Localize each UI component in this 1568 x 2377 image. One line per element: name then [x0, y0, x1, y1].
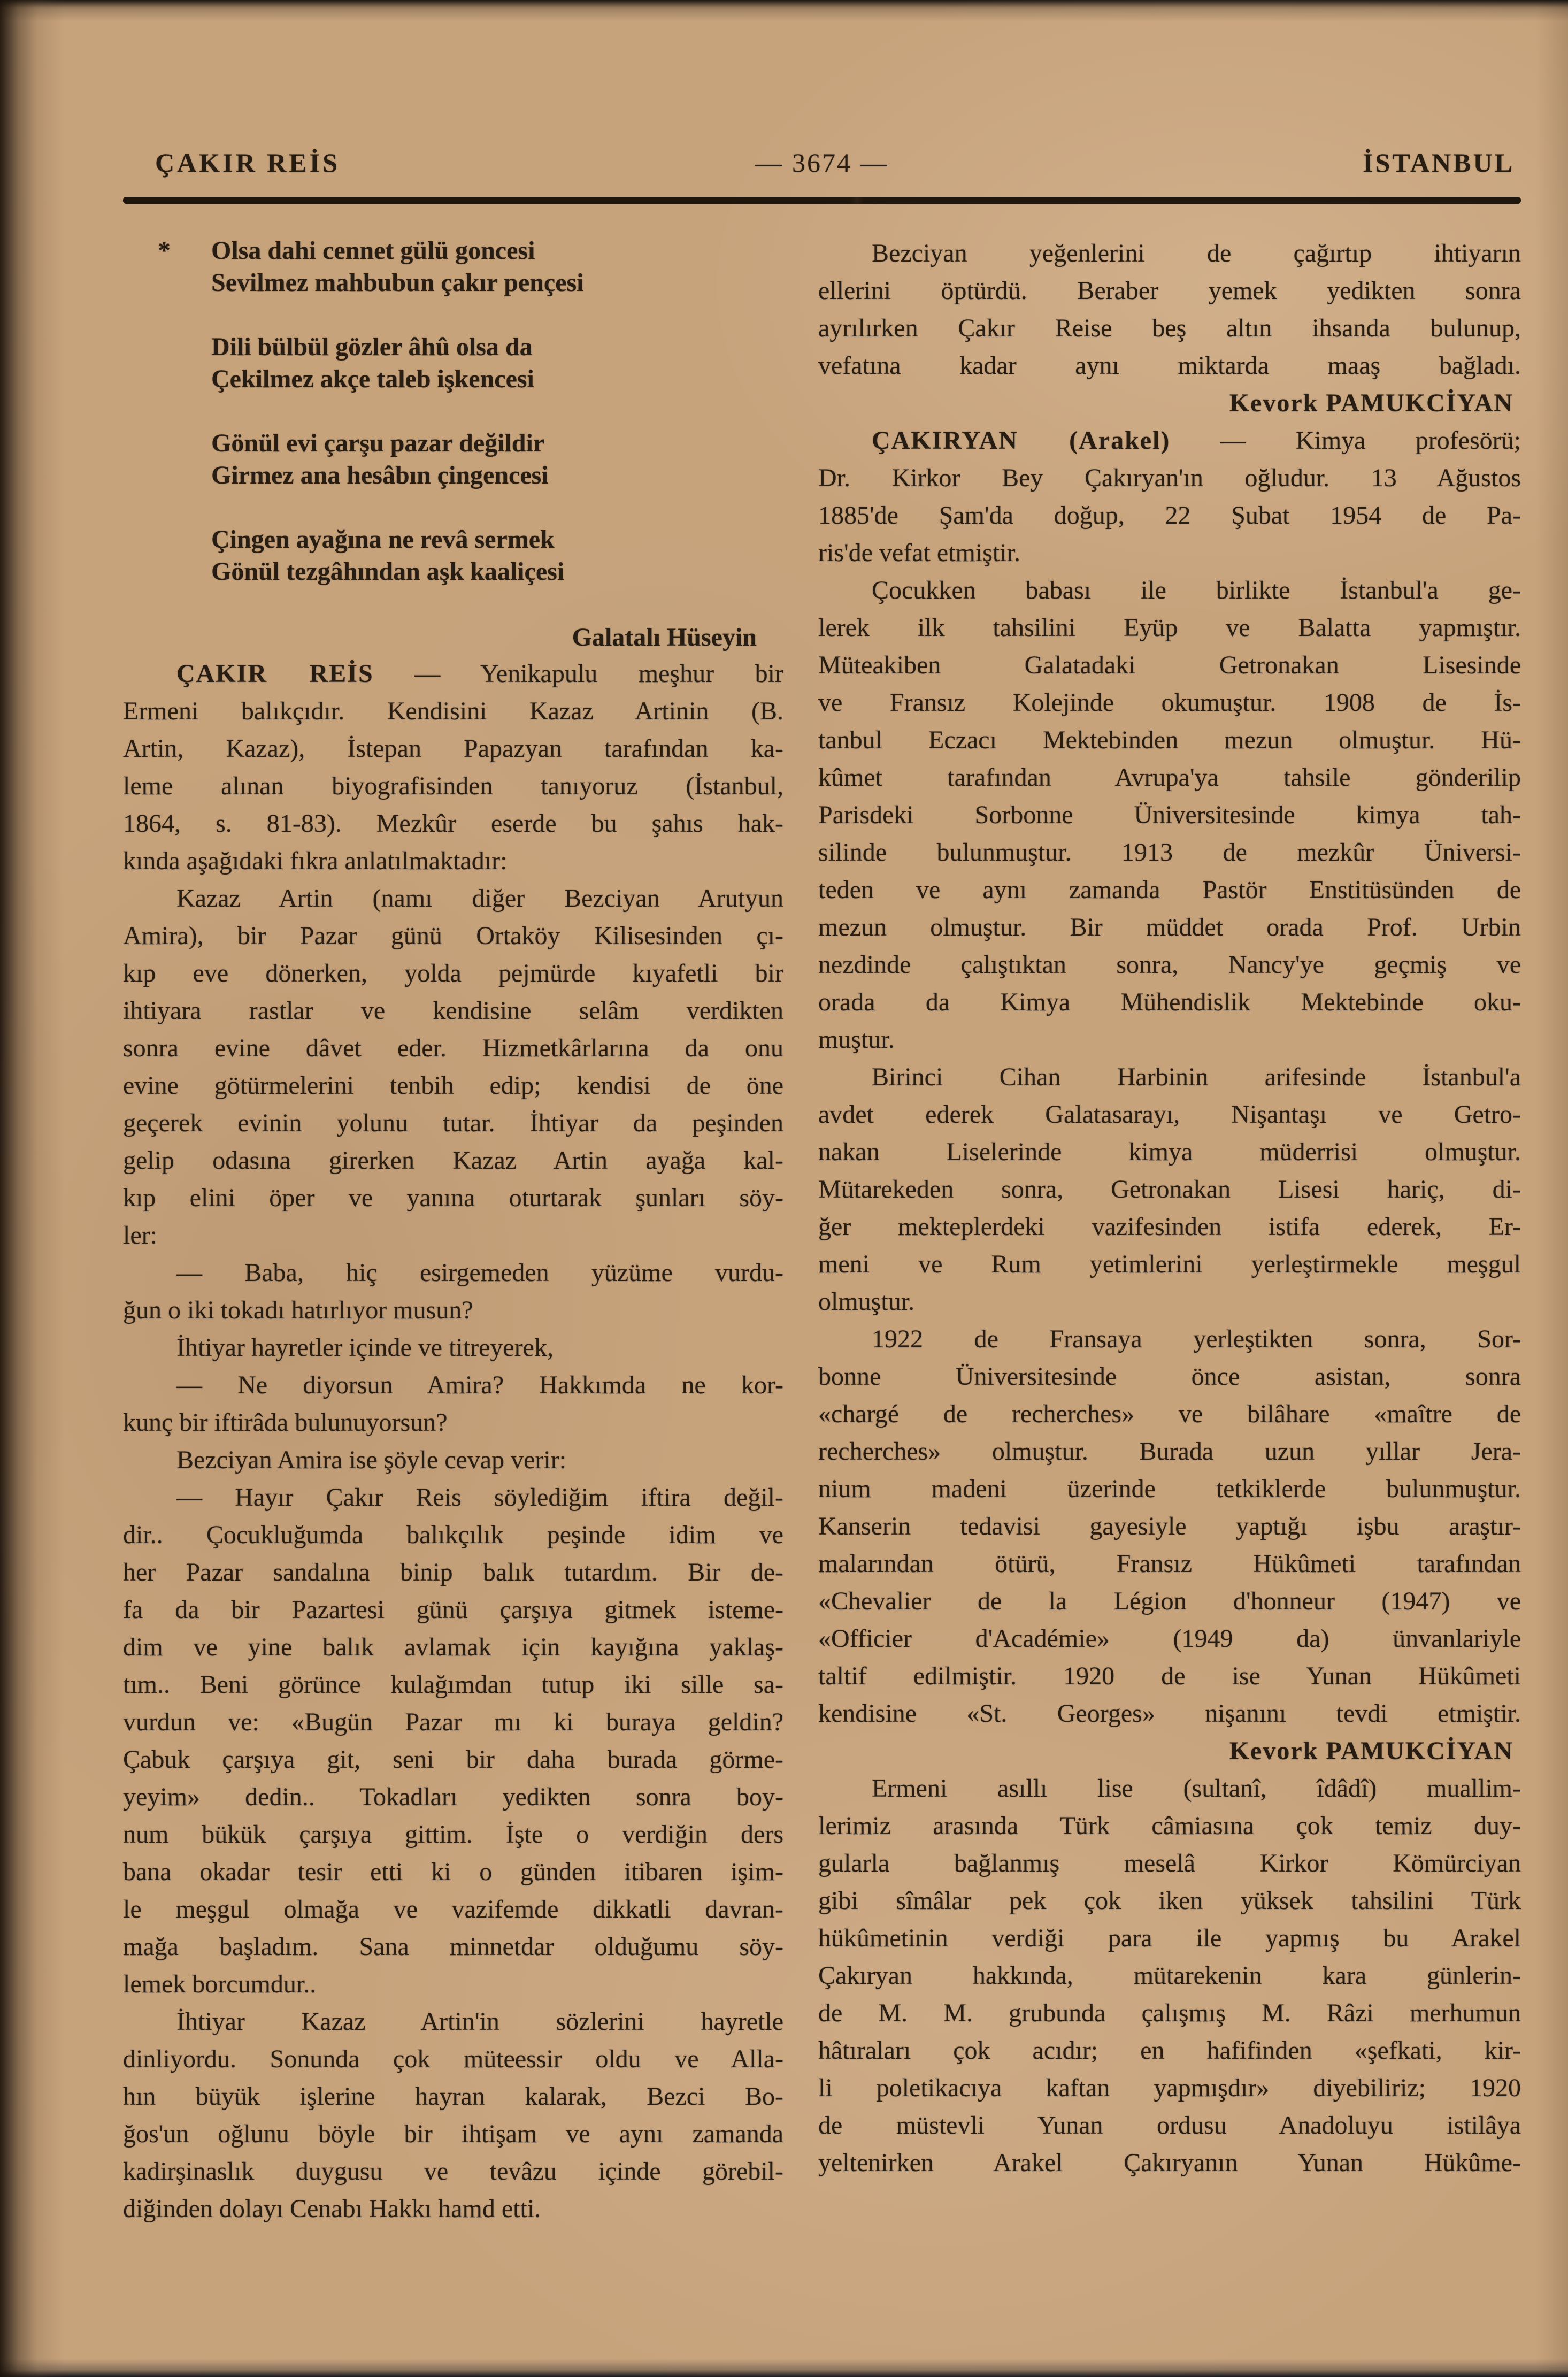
right-column: [818, 235, 1521, 2228]
text-line: ğun o iki tokadı hatırlıyor musun?: [123, 1296, 473, 1324]
paragraph: [818, 1059, 1521, 1321]
text-line: num bükük çarşıya gittim. İşte o verdiğin ders: [123, 1820, 783, 1849]
text-line: — Ne diyorsun Amira? Hakkımda ne kor-: [176, 1371, 783, 1399]
poem-attribution: Galatalı Hüseyin: [572, 623, 757, 651]
text-line: de M. M. grubunda çalışmış M. Râzi merhumun: [818, 1999, 1521, 2027]
text-line: Amira), bir Pazar günü Ortaköy Kilisesinden çı-: [123, 922, 783, 950]
text-line: 1864, s. 81-83). Mezkûr eserde bu şahıs hak-: [123, 809, 783, 838]
text-line: dim ve yine balık avlamak için kayığına yaklaş-: [123, 1633, 783, 1661]
poem-line: Çingen ayağına ne revâ sermek: [211, 525, 555, 554]
text-line: ler:: [123, 1221, 157, 1249]
paragraph: [123, 1479, 783, 2003]
text-line: kında aşağıdaki fıkra anlatılmaktadır:: [123, 847, 508, 875]
text-line: ve Fransız Kolejinde okumuştur. 1908 de İs-: [818, 688, 1521, 717]
text-line: kıp elini öper ve yanına oturtarak şunları söy-: [123, 1184, 783, 1212]
text-line: Çocukken babası ile birlikte İstanbul'a ge-: [872, 576, 1521, 604]
text-line: nezdinde çalıştıktan sonra, Nancy'ye geçmiş ve: [818, 950, 1521, 979]
text-line: dir.. Çocukluğumda balıkçılık peşinde idim ve: [123, 1521, 783, 1549]
text-line: ihtiyara rastlar ve kendisine selâm verdikten: [123, 996, 783, 1025]
text-line: Müteakiben Galatadaki Getronakan Lisesinde: [818, 651, 1521, 679]
poem-line: Olsa dahi cennet gülü goncesi: [211, 236, 535, 265]
paragraph: [123, 2003, 783, 2228]
text-line: tım.. Beni görünce kulağımdan tutup iki sille sa-: [123, 1670, 783, 1699]
text-line: ris'de vefat etmiştir.: [818, 539, 1020, 567]
text-line: Çabuk çarşıya git, seni bir daha burada görme-: [123, 1745, 783, 1774]
text-line: teden ve aynı zamanda Pastör Enstitüsünden de: [818, 876, 1521, 904]
text-line: İhtiyar hayretler içinde ve titreyerek,: [176, 1333, 554, 1362]
text-line: recherches» olmuştur. Burada uzun yıllar Jera-: [818, 1437, 1521, 1466]
text-line: geçerek evinin yolunu tutar. İhtiyar da peşinden: [123, 1109, 783, 1137]
text-line: olmuştur.: [818, 1287, 915, 1316]
text-line: muştur.: [818, 1025, 895, 1054]
paragraph: [123, 1329, 783, 1367]
text-line: bana okadar tesir etti ki o günden itibaren işim-: [123, 1858, 783, 1886]
poem-stanza: [211, 331, 751, 395]
text-line: vefatına kadar aynı miktarda maaş bağladı.: [818, 351, 1521, 380]
text-line: lerimiz arasında Türk câmiasına çok temiz duy-: [818, 1812, 1521, 1840]
entry-headword: ÇAKIRYAN (Arakel): [872, 426, 1171, 455]
text-line: nium madeni üzerinde tetkiklerde bulunmuştur.: [818, 1475, 1521, 1503]
text-line: Kanserin tedavisi gayesiyle yaptığı işbu araştır-: [818, 1512, 1521, 1540]
text-line: vurdun ve: «Bugün Pazar mı ki buraya geldin?: [123, 1708, 783, 1736]
text-line: de müstevli Yunan ordusu Anadoluyu istilâya: [818, 2111, 1521, 2140]
author-signature: Kevork PAMUKCİYAN: [1229, 1737, 1513, 1765]
text-line: kadirşinaslık duygusu ve tevâzu içinde görebil-: [123, 2157, 783, 2186]
paragraph: [818, 572, 1521, 1059]
poem-line: Gönül tezgâhından aşk kaaliçesi: [211, 557, 565, 586]
paragraph: [123, 1254, 783, 1329]
text-line: mağa başladım. Sana minnetdar olduğumu söy-: [123, 1933, 783, 1961]
paragraph: [123, 1441, 783, 1479]
text-line: sonra evine dâvet eder. Hizmetkârlarına da onu: [123, 1034, 783, 1062]
text-line: Mütarekeden sonra, Getronakan Lisesi hariç, di-: [818, 1175, 1521, 1203]
text-columns: [123, 235, 1521, 2228]
text-line: «Chevalier de la Légion d'honneur (1947) ve: [818, 1587, 1521, 1615]
text-line: — Baba, hiç esirgemeden yüzüme vurdu-: [176, 1259, 783, 1287]
text-line: bonne Üniversitesinde önce asistan, sonra: [818, 1362, 1521, 1391]
text-line: 1885'de Şam'da doğup, 22 Şubat 1954 de Pa-: [818, 501, 1521, 530]
text-line: Parisdeki Sorbonne Üniversitesinde kimya tah-: [818, 801, 1521, 829]
text-line: Birinci Cihan Harbinin arifesinde İstanbul'a: [872, 1063, 1521, 1091]
text-line: taltif edilmiştir. 1920 de ise Yunan Hükûmeti: [818, 1662, 1521, 1690]
paragraph: [818, 422, 1521, 572]
text-line: Artin, Kazaz), İstepan Papazyan tarafından ka-: [123, 734, 783, 763]
poem-marker: *: [158, 236, 171, 265]
text-line: dinliyordu. Sonunda çok müteessir oldu ve Alla-: [123, 2045, 783, 2073]
text-line: hın büyük işlerine hayran kalarak, Bezci Bo-: [123, 2082, 783, 2111]
header-rule: [123, 197, 1521, 204]
text-line: Çakıryan hakkında, mütarekenin kara günlerin-: [818, 1961, 1521, 1990]
text-line: kıp eve dönerken, yolda pejmürde kıyafetli bir: [123, 959, 783, 987]
poem-stanza: [211, 235, 751, 299]
text-line: — Hayır Çakır Reis söylediğim iftira değil-: [176, 1483, 783, 1512]
paragraph: [818, 1770, 1521, 2182]
text-line: Ermeni balıkçıdır. Kendisini Kazaz Artinin (B.: [123, 697, 783, 725]
poem-line: Girmez ana hesâbın çingencesi: [211, 461, 549, 489]
text-line: fa da bir Pazartesi günü çarşıya gitmek isteme-: [123, 1596, 783, 1624]
poem-stanza: [211, 524, 751, 588]
text-line: yeltenirken Arakel Çakıryanın Yunan Hükûme-: [818, 2149, 1521, 2177]
text-line: Dr. Kirkor Bey Çakıryan'ın oğludur. 13 Ağustos: [818, 464, 1521, 492]
poem-stanza: [211, 427, 751, 492]
text-line: «chargé de recherches» ve bilâhare «maître de: [818, 1400, 1521, 1428]
poem-line: Dili bülbül gözler âhû olsa da: [211, 333, 533, 361]
text-line: ÇAKIRYAN (Arakel) — Kimya profesörü;: [872, 426, 1521, 455]
text-line: le meşgul olmağa ve vazifemde dikkatli davran-: [123, 1895, 783, 1923]
text-line: leme alınan biyografisinden tanıyoruz (İstanbul,: [123, 772, 783, 800]
poem: [158, 235, 757, 655]
text-line: lerek ilk tahsilini Eyüp ve Balatta yapmıştır.: [818, 614, 1521, 642]
text-line: yeyim» dedin.. Tokadları yedikten sonra boy-: [123, 1783, 783, 1811]
text-line: İhtiyar Kazaz Artin'in sözlerini hayretle: [176, 2007, 783, 2036]
text-line: diğinden dolayı Cenabı Hakkı hamd etti.: [123, 2195, 541, 2223]
text-line: li poletikacıya kaftan yapmışdır» diyebiliriz; 1920: [818, 2074, 1521, 2102]
text-line: Ermeni asıllı lise (sultanî, îdâdî) muallim-: [872, 1774, 1521, 1803]
text-line: «Officier d'Académie» (1949 da) ünvanlariyle: [818, 1624, 1521, 1653]
text-line: mezun olmuştur. Bir müddet orada Prof. Urbin: [818, 913, 1521, 941]
text-line: malarından ötürü, Fransız Hükûmeti tarafından: [818, 1550, 1521, 1578]
header-page-number: — 3674 —: [755, 148, 889, 178]
text-line: Bezciyan yeğenlerini de çağırtıp ihtiyarın: [872, 239, 1521, 267]
text-line: gibi sîmâlar pek çok iken yüksek tahsilini Türk: [818, 1887, 1521, 1915]
text-line: Bezciyan Amira ise şöyle cevap verir:: [176, 1446, 567, 1474]
text-line: avdet ederek Galatasarayı, Nişantaşı ve Getro-: [818, 1100, 1521, 1129]
text-line: gularla bağlanmış meselâ Kirkor Kömürciyan: [818, 1849, 1521, 1877]
poem-line: Gönül evi çarşu pazar değildir: [211, 429, 545, 457]
entry-headword: ÇAKIR REİS: [176, 660, 374, 688]
text-line: kûmet tarafından Avrupa'ya tahsile gönderilip: [818, 763, 1521, 792]
text-line: ellerini öptürdü. Beraber yemek yedikten sonra: [818, 277, 1521, 305]
text-line: tanbul Eczacı Mektebinden mezun olmuştur. Hü-: [818, 726, 1521, 754]
paragraph: [818, 235, 1521, 385]
text-line: evine götürmelerini tenbih edip; kendisi de öne: [123, 1071, 783, 1100]
left-column: [123, 235, 783, 2228]
text-line: silinde bulunmuştur. 1913 de mezkûr Üniversi-: [818, 838, 1521, 867]
author-signature: Kevork PAMUKCİYAN: [1229, 389, 1513, 417]
text-line: nakan Liselerinde kimya müderrisi olmuştur.: [818, 1138, 1521, 1166]
text-line: ğer mekteplerdeki vazifesinden istifa ederek, Er-: [818, 1213, 1521, 1241]
text-line: her Pazar sandalına binip balık tutardım. Bir de-: [123, 1558, 783, 1586]
text-line: kendisine «St. Georges» nişanını tevdi etmiştir.: [818, 1699, 1521, 1728]
header-entry-title: ÇAKIR REİS: [155, 148, 340, 178]
text-line: orada da Kimya Mühendislik Mektebinde oku-: [818, 988, 1521, 1016]
page-header: [123, 143, 1521, 182]
text-line: gelip odasına girerken Kazaz Artin ayağa kal-: [123, 1146, 783, 1175]
header-section-title: İSTANBUL: [1363, 148, 1515, 178]
text-line: Kazaz Artin (namı diğer Bezciyan Arutyun: [176, 884, 783, 913]
text-line: 1922 de Fransaya yerleştikten sonra, Sor-: [872, 1325, 1521, 1353]
text-line: meni ve Rum yetimlerini yerleştirmekle meşgul: [818, 1250, 1521, 1278]
text-line: hâtıraları çok acıdır; en hafifinden «şefkati, kir-: [818, 2036, 1521, 2065]
text-line: hükûmetinin verdiği para ile yapmış bu Arakel: [818, 1924, 1521, 1952]
paragraph: [818, 1321, 1521, 1732]
text-line: ğos'un oğlunu böyle bir ihtişam ve aynı zamanda: [123, 2120, 783, 2148]
paragraph: [123, 1367, 783, 1441]
paragraph: [123, 880, 783, 1254]
poem-line: Çekilmez akçe taleb işkencesi: [211, 365, 534, 393]
text-line: lemek borcumdur..: [123, 1970, 317, 1998]
text-line: kunç bir iftirâda bulunuyorsun?: [123, 1408, 448, 1437]
text-line: ÇAKIR REİS — Yenikapulu meşhur bir: [176, 660, 784, 688]
text-line: ayrılırken Çakır Reise beş altın ihsanda bulunup,: [818, 314, 1521, 342]
paragraph: [123, 655, 783, 880]
poem-line: Sevilmez mahbubun çakır pençesi: [211, 269, 584, 297]
